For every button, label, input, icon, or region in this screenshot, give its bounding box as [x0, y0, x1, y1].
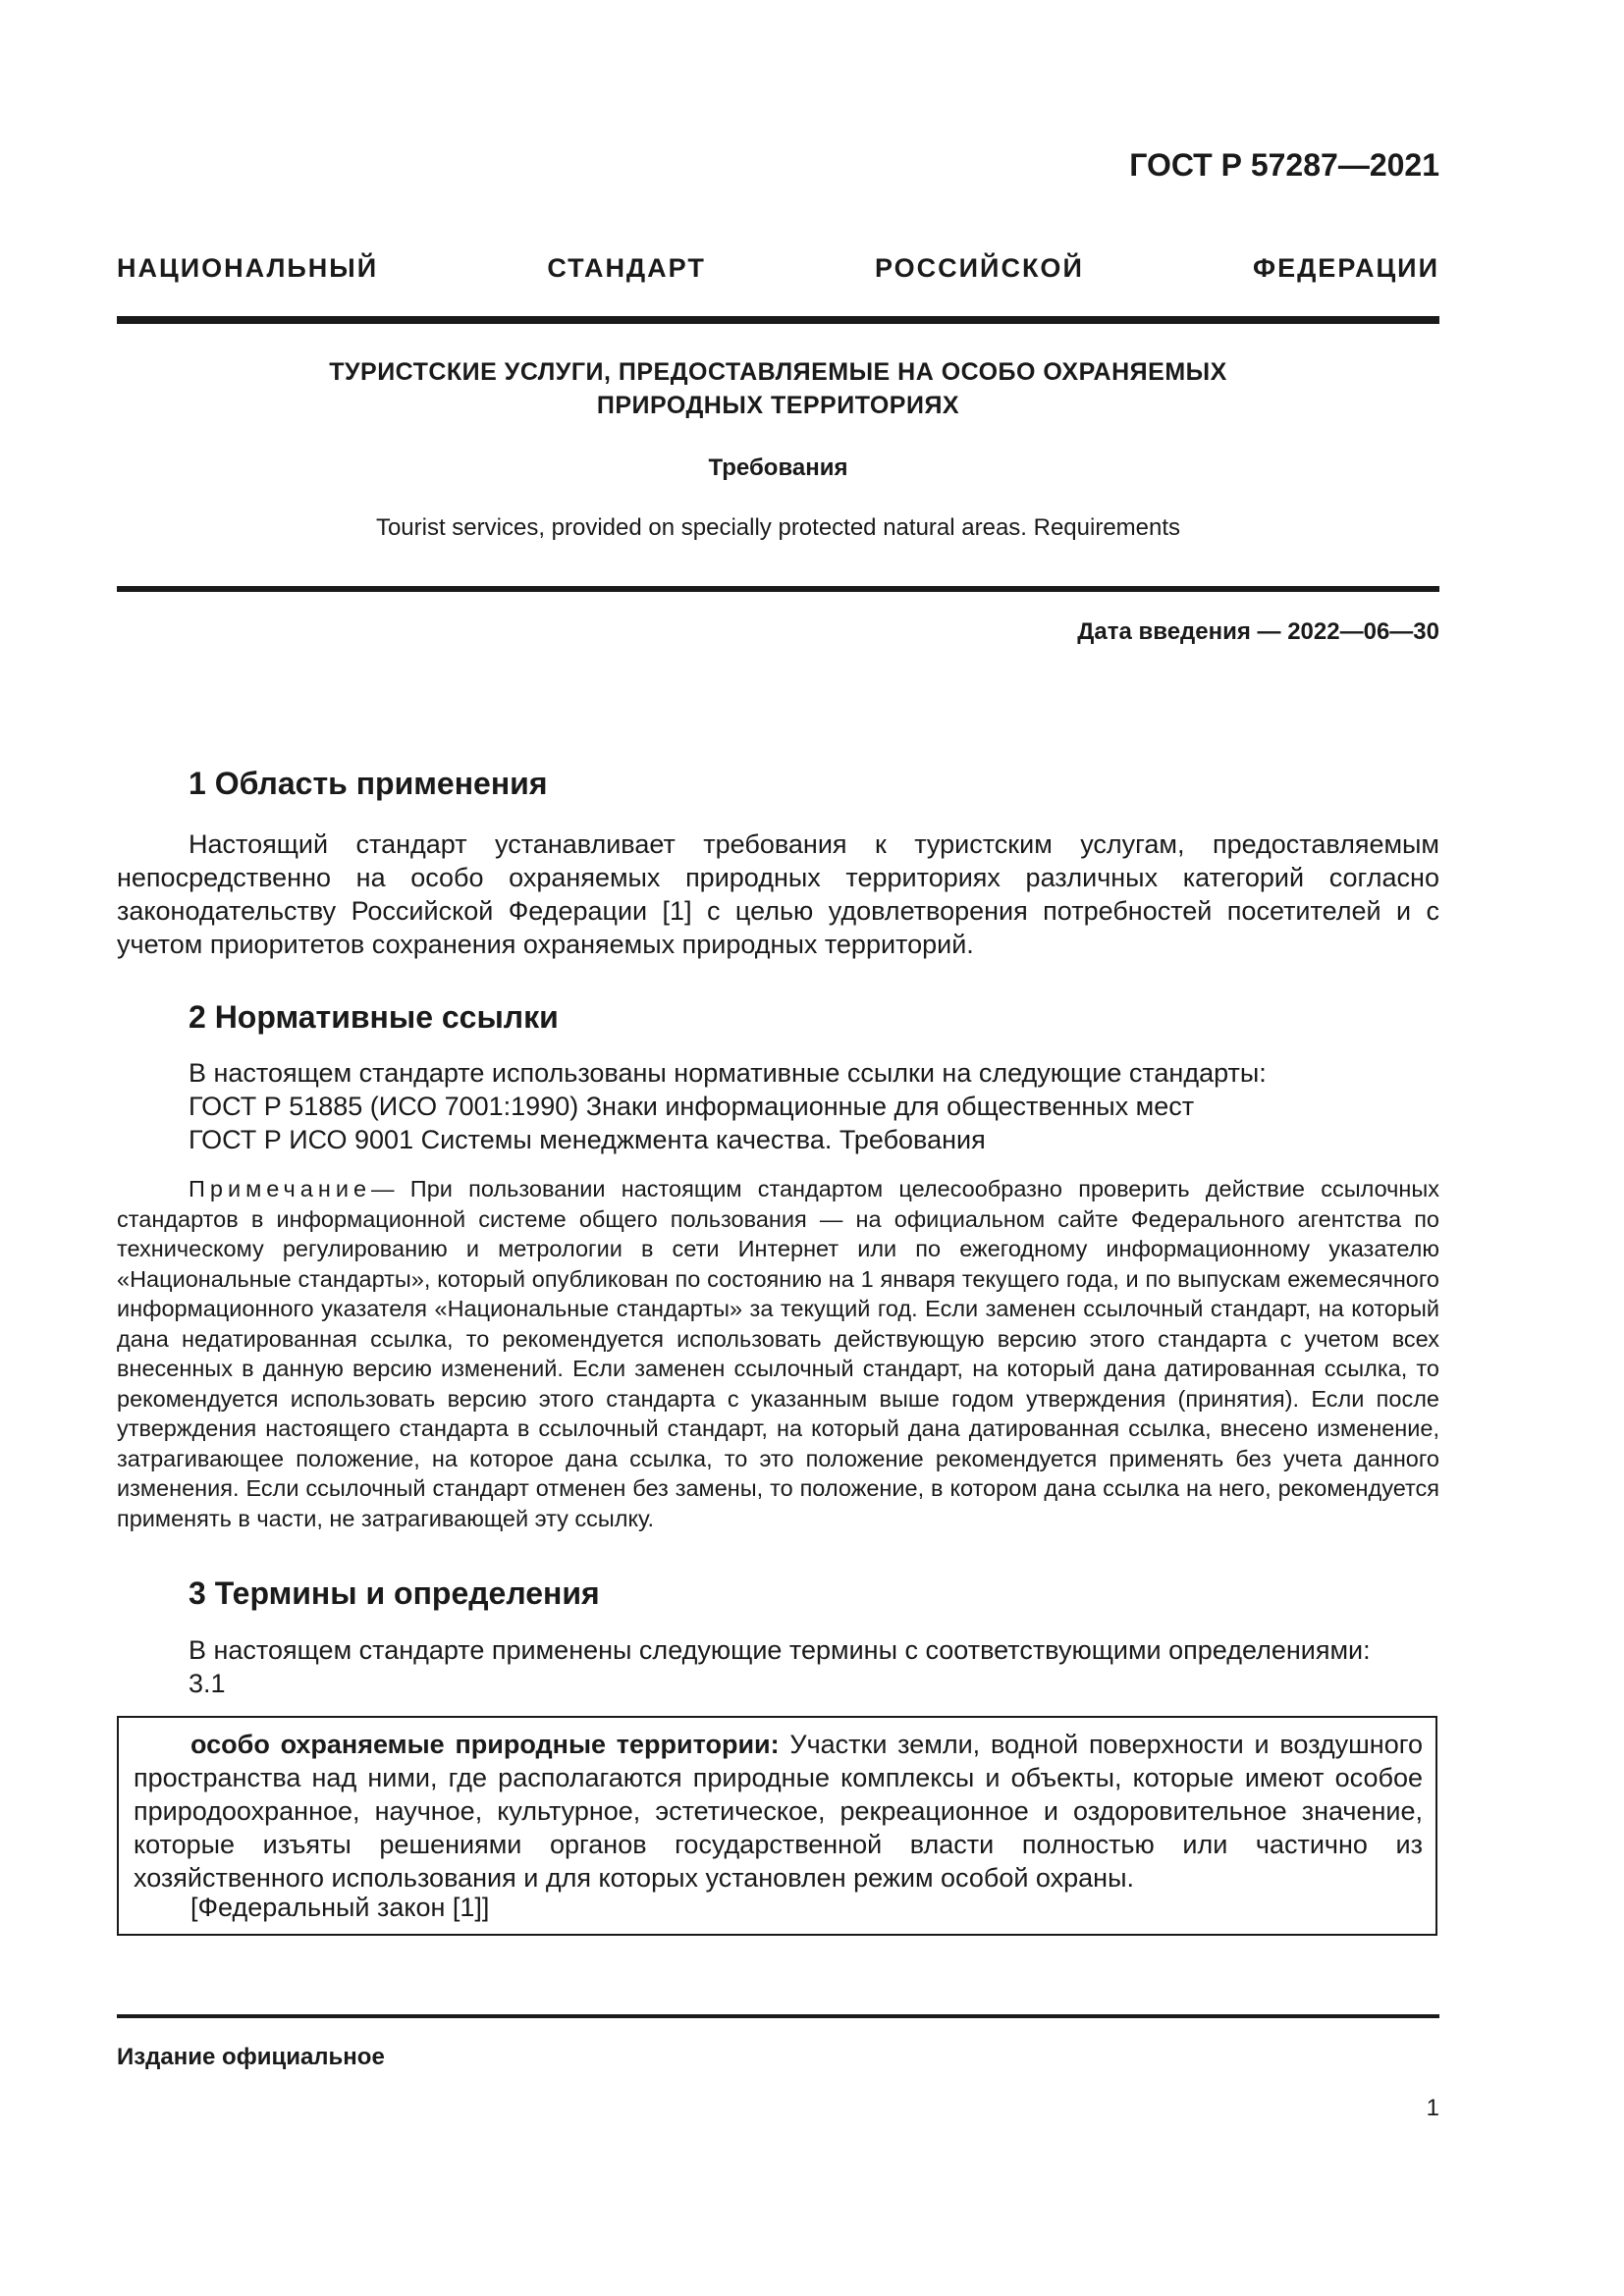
section-2-heading: 2 Нормативные ссылки [189, 999, 559, 1035]
term-definition [134, 1728, 1423, 1895]
bottom-rule [117, 2014, 1439, 2018]
reference-gost-51885: ГОСТ Р 51885 (ИСО 7001:1990) Знаки информационные для общественных мест [189, 1092, 1195, 1121]
english-title: Tourist services, provided on specially protected natural areas. Requirements [375, 514, 1181, 541]
section-3-heading: 3 Термины и определения [189, 1575, 600, 1611]
section-3-intro: В настоящем стандарте применены следующие термины с соответствующими определениями: [189, 1635, 1371, 1665]
section-1-text: Настоящий стандарт устанавливает требования к туристским услугам, предоставляемым непосредственно на особо охраняемых природных территориях различных категорий согласно законодательству Российской Федерации [1] с целью удовлетворения потребностей посетителей и с учетом приоритетов сохранения охраняемых природных территорий. [117, 829, 1439, 959]
middle-rule [117, 586, 1439, 592]
document-subtitle: Требования [708, 454, 848, 481]
page-number: 1 [1426, 2095, 1439, 2121]
document-title [117, 355, 1439, 422]
term-number: 3.1 [189, 1669, 226, 1698]
gost-number: ГОСТ Р 57287—2021 [1129, 147, 1439, 183]
introduction-date: Дата введения — 2022—06—30 [1077, 618, 1439, 645]
title-line-2: ПРИРОДНЫХ ТЕРРИТОРИЯХ [596, 392, 960, 419]
note-paragraph [117, 1174, 1439, 1533]
national-standard-banner: НАЦИОНАЛЬНЫЙ СТАНДАРТ РОССИЙСКОЙ ФЕДЕРАЦИИ [117, 253, 1439, 283]
note-text: — При пользовании настоящим стандартом целесообразно проверить действие ссылочных стандартов в информационной системе общего пользования — на официальном сайте Федерального агентства по техническому регулированию и метрологии в сети Интернет или по ежегодному информационному указателю «Национальные стандарты», который опубликован по состоянию на 1 января текущего года, и по выпускам ежемесячного информационного указателя «Национальные стандарты» за текущий год. Если заменен ссылочный стандарт, на который дана недатированная ссылка, то рекомендуется использовать действующую версию этого стандарта с учетом всех внесенных в данную версию изменений. Если заменен ссылочный стандарт, на который дана датированная ссылка, то рекомендуется использовать версию этого стандарта с указанным выше годом утверждения (принятия). Если после утверждения настоящего стандарта в ссылочный стандарт, на который дана датированная ссылка, внесено изменение, затрагивающее положение, на которое дана ссылка, то это положение рекомендуется применять без учета данного изменения. Если ссылочный стандарт отменен без замены, то положение, в котором дана ссылка на него, рекомендуется применять в части, не затрагивающей эту ссылку. [117, 1176, 1439, 1531]
note-label: Примечание [189, 1176, 372, 1201]
term-source: [Федеральный закон [1]] [190, 1893, 490, 1922]
top-rule [117, 316, 1439, 324]
term-definition-text: Участки земли, водной поверхности и воздушного пространства над ними, где располагаются природные комплексы и объекты, которые имеют особое природоохранное, научное, культурное, эстетическое, рекреационное и оздоровительное значение, которые изъяты решениями органов государственной власти полностью или частично из хозяйственного использования и для которых установлен режим особой охраны. [134, 1730, 1423, 1893]
term-name: особо охраняемые природные территории: [190, 1730, 780, 1759]
official-edition-label: Издание официальное [117, 2044, 385, 2070]
term-definition-box [117, 1716, 1437, 1936]
title-line-1: ТУРИСТСКИЕ УСЛУГИ, ПРЕДОСТАВЛЯЕМЫЕ НА ОСОБО ОХРАНЯЕМЫХ [329, 358, 1227, 386]
section-1-heading: 1 Область применения [189, 766, 548, 801]
section-2-intro: В настоящем стандарте использованы нормативные ссылки на следующие стандарты: [189, 1058, 1267, 1088]
reference-gost-iso-9001: ГОСТ Р ИСО 9001 Системы менеджмента качества. Требования [189, 1125, 986, 1154]
